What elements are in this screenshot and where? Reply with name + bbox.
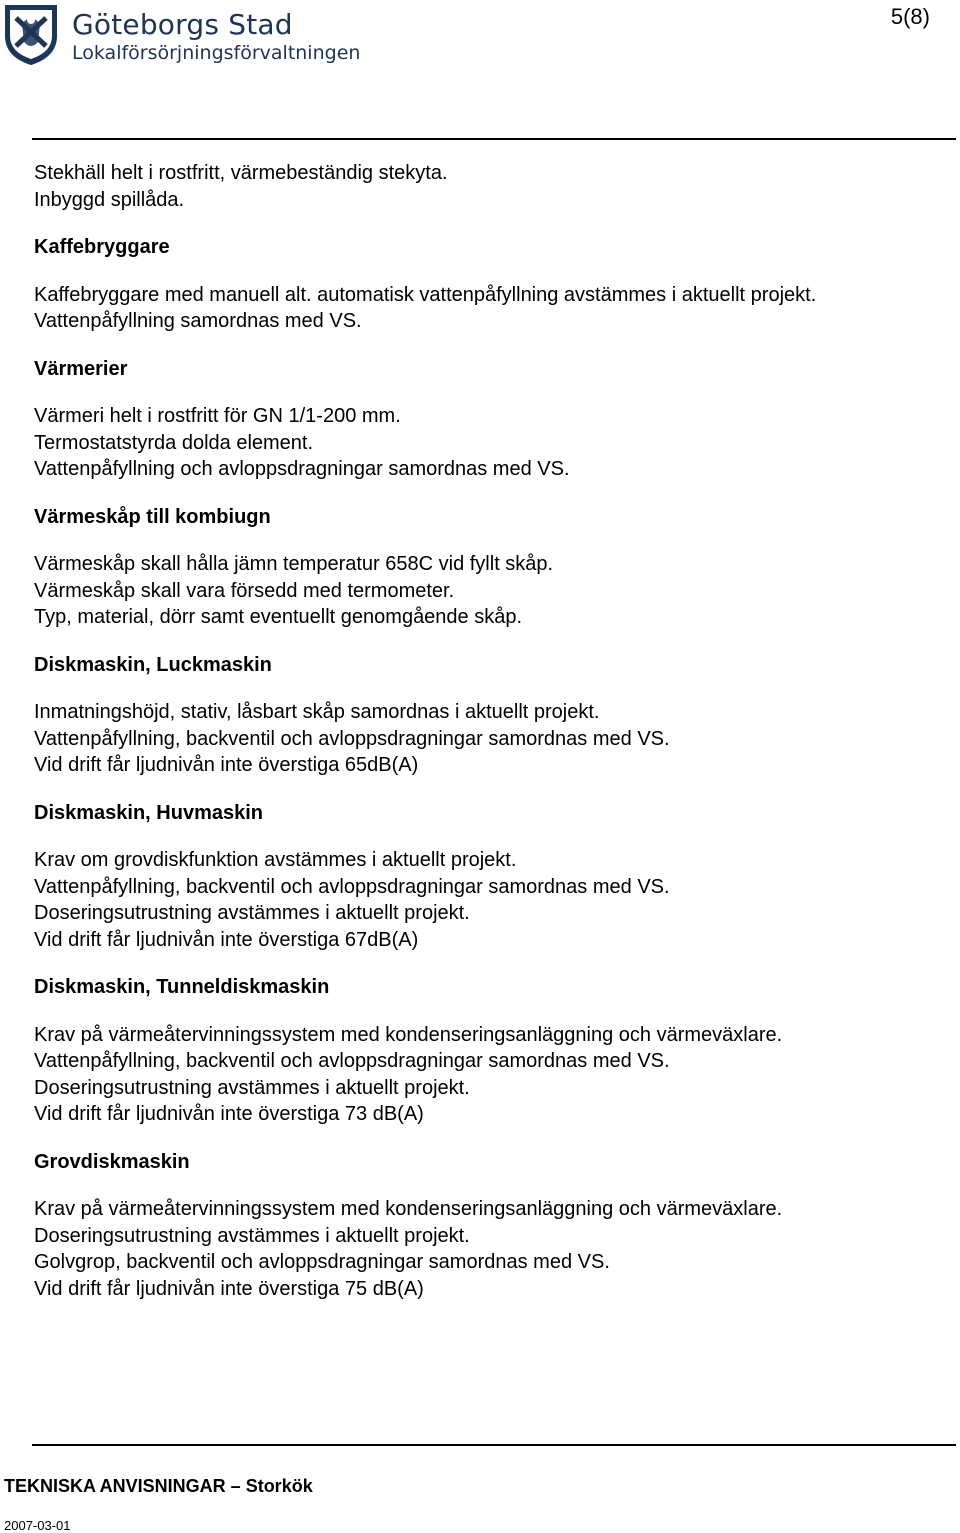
paragraph-line: Inbyggd spillåda. — [34, 188, 185, 211]
section-heading: Värmeskåp till kombiugn — [34, 505, 271, 528]
section-kaffebryggare — [34, 234, 944, 335]
organization-unit: Lokalförsörjningsförvaltningen — [72, 42, 361, 64]
header-divider — [32, 138, 956, 140]
paragraph-line: Vattenpåfyllning samordnas med VS. — [34, 310, 362, 332]
section-tunneldiskmaskin — [34, 974, 944, 1128]
paragraph-line: Typ, material, dörr samt eventuellt genomgående skåp. — [34, 606, 523, 628]
section-huvmaskin — [34, 800, 944, 954]
paragraph-line: Vid drift får ljudnivån inte överstiga 67dB(A) — [34, 928, 419, 951]
page-header — [0, 0, 960, 75]
paragraph-line: Doseringsutrustning avstämmes i aktuellt projekt. — [34, 1224, 470, 1247]
footer-date: 2007-03-01 — [4, 1518, 71, 1533]
paragraph-line: Doseringsutrustning avstämmes i aktuellt projekt. — [34, 1076, 470, 1099]
footer-title: TEKNISKA ANVISNINGAR – Storkök — [4, 1476, 313, 1496]
section-varmerier — [34, 356, 944, 483]
paragraph-line: Krav om grovdiskfunktion avstämmes i aktuellt projekt. — [34, 849, 517, 871]
section-varmeskap — [34, 504, 944, 631]
paragraph-line: Vattenpåfyllning och avloppsdragningar samordnas med VS. — [34, 458, 570, 480]
paragraph-line: Vattenpåfyllning, backventil och avloppsdragningar samordnas med VS. — [34, 1050, 670, 1072]
section-heading: Grovdiskmaskin — [34, 1150, 190, 1173]
paragraph-line: Inmatningshöjd, stativ, låsbart skåp samordnas i aktuellt projekt. — [34, 701, 600, 723]
paragraph-line: Golvgrop, backventil och avloppsdragningar samordnas med VS. — [34, 1251, 610, 1273]
paragraph-line: Krav på värmeåtervinningssystem med kondenseringsanläggning och värmeväxlare. — [34, 1023, 783, 1046]
section-heading: Diskmaskin, Tunneldiskmaskin — [34, 976, 330, 998]
section-luckmaskin — [34, 652, 944, 779]
section-grovdiskmaskin — [34, 1149, 944, 1303]
paragraph-line: Vattenpåfyllning, backventil och avloppsdragningar samordnas med VS. — [34, 875, 670, 898]
section-heading: Kaffebryggare — [34, 236, 170, 258]
organization-name: Göteborgs Stad — [72, 8, 293, 41]
goteborg-coat-of-arms-icon — [2, 2, 60, 66]
intro-paragraph — [34, 160, 944, 213]
paragraph-line: Termostatstyrda dolda element. — [34, 431, 314, 454]
paragraph-line: Stekhäll helt i rostfritt, värmebeständig stekyta. — [34, 162, 448, 184]
section-heading: Diskmaskin, Huvmaskin — [34, 801, 263, 824]
paragraph-line: Värmeskåp skall hålla jämn temperatur 658C vid fyllt skåp. — [34, 553, 554, 575]
section-heading: Värmerier — [34, 357, 128, 380]
paragraph-line: Doseringsutrustning avstämmes i aktuellt projekt. — [34, 902, 470, 924]
paragraph-line: Krav på värmeåtervinningssystem med kondenseringsanläggning och värmeväxlare. — [34, 1198, 783, 1220]
paragraph-line: Vattenpåfyllning, backventil och avloppsdragningar samordnas med VS. — [34, 727, 670, 750]
footer-divider — [32, 1444, 956, 1446]
paragraph-line: Vid drift får ljudnivån inte överstiga 65dB(A) — [34, 754, 419, 776]
paragraph-line: Värmeri helt i rostfritt för GN 1/1-200 mm. — [34, 405, 401, 427]
page-number: 5(8) — [890, 4, 930, 29]
paragraph-line: Vid drift får ljudnivån inte överstiga 75 dB(A) — [34, 1277, 424, 1300]
paragraph-line: Kaffebryggare med manuell alt. automatisk vattenpåfyllning avstämmes i aktuellt projekt. — [34, 283, 817, 306]
paragraph-line: Vid drift får ljudnivån inte överstiga 73 dB(A) — [34, 1103, 424, 1125]
section-heading: Diskmaskin, Luckmaskin — [34, 653, 272, 676]
paragraph-line: Värmeskåp skall vara försedd med termometer. — [34, 579, 455, 602]
document-body — [34, 160, 944, 1302]
